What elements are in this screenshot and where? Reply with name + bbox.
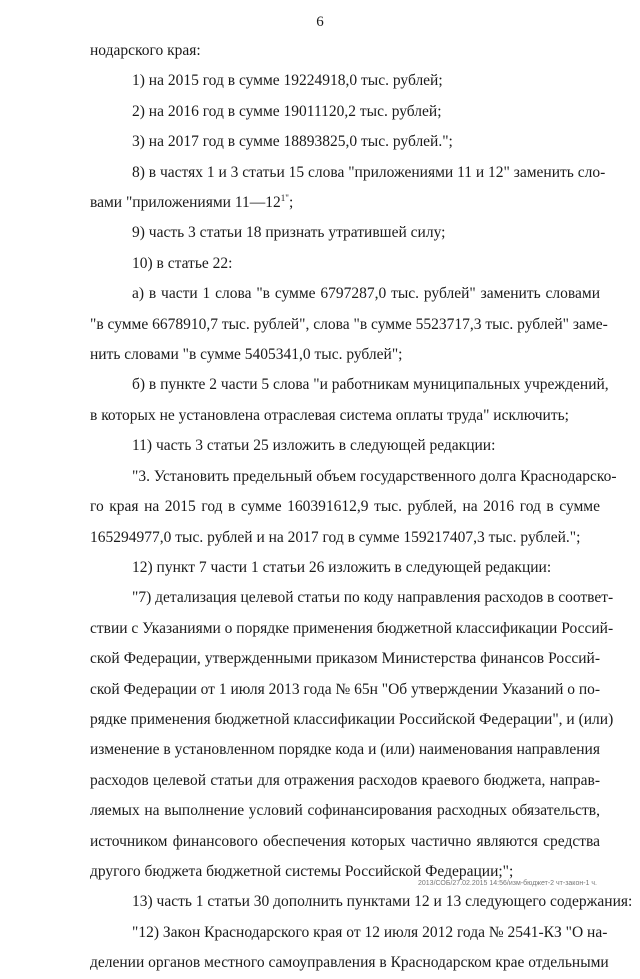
text-line: [90, 188, 600, 218]
text-line: [90, 431, 600, 461]
text-line-content: нить словами "в сумме 5405341,0 тыс. рублей";: [90, 346, 403, 364]
text-line: [90, 644, 600, 674]
document-body: [90, 36, 633, 979]
text-line-content: нодарского края:: [90, 42, 201, 59]
text-line-content: ской Федерации от 1 июля 2013 года № 65н "Об утверждении Указаний о по-: [90, 680, 601, 698]
text-line-content: вами "приложениями 11—12: [90, 194, 281, 212]
text-line: [90, 492, 600, 522]
text-line: [90, 523, 600, 553]
text-line: [90, 583, 614, 613]
text-line-content: источником финансового обеспечения которых частично являются средства: [90, 832, 600, 850]
text-line: [90, 340, 600, 370]
text-line: [90, 705, 614, 735]
text-line: [90, 675, 600, 705]
text-line-content: 8) в частях 1 и 3 статьи 15 слова "приложениями 11 и 12" заменить сло-: [132, 163, 606, 181]
text-line-content: ствии с Указаниями о порядке применения бюджетной классификации Россий-: [90, 619, 614, 637]
text-line-content: другого бюджета бюджетной системы Российской Федерации;";: [90, 862, 514, 880]
text-line: [90, 279, 600, 309]
text-line: [90, 614, 614, 644]
text-line-content: делении органов местного самоуправления в Краснодарском крае отдельными: [90, 954, 609, 972]
text-line: [90, 310, 608, 340]
text-line-content: 9) часть 3 статьи 18 признать утратившей силу;: [132, 224, 446, 242]
text-line: [90, 766, 600, 796]
text-line: [90, 462, 617, 492]
text-line: [90, 918, 608, 948]
text-line: [90, 735, 600, 765]
text-line-content: 13) часть 1 статьи 30 дополнить пунктами 12 и 13 следующего содержания:: [132, 893, 633, 911]
text-line-content: а) в части 1 слова "в сумме 6797287,0 тыс. рублей" заменить словами: [132, 285, 600, 303]
text-line: [90, 827, 600, 857]
text-line-content: изменение в установленном порядке кода и (или) наименования направления: [90, 741, 600, 759]
text-line: [90, 218, 600, 248]
text-line-content: 11) часть 3 статьи 25 изложить в следующей редакции:: [132, 437, 496, 455]
text-line-content: 2) на 2016 год в сумме 19011120,2 тыс. рублей;: [132, 102, 442, 120]
text-line: [90, 36, 600, 66]
page-number: 6: [316, 14, 324, 30]
text-line-content: ской Федерации, утвержденными приказом Министерства финансов Россий-: [90, 650, 600, 668]
text-line: [90, 401, 600, 431]
text-line-content: 1) на 2015 год в сумме 19224918,0 тыс. рублей;: [132, 72, 443, 90]
text-line-content: "12) Закон Краснодарского края от 12 июля 2012 года № 2541-КЗ "О на-: [132, 923, 608, 941]
text-line-tail: ;: [288, 194, 294, 212]
text-line-content: расходов целевой статьи для отражения расходов краевого бюджета, направ-: [90, 771, 600, 789]
text-line-content: 10) в статье 22:: [132, 254, 233, 272]
text-line-content: 12) пункт 7 части 1 статьи 26 изложить в следующей редакции:: [132, 558, 552, 576]
text-line-content: в которых не установлена отраслевая система оплаты труда" исключить;: [90, 406, 569, 424]
text-line: [90, 97, 600, 127]
text-line: [90, 249, 600, 279]
text-line: [90, 796, 600, 826]
text-line: [90, 553, 600, 583]
text-line-content: рядке применения бюджетной классификации Российской Федерации", и (или): [90, 710, 614, 728]
text-line-content: "3. Установить предельный объем государственного долга Краснодарско-: [132, 467, 617, 485]
superscript: 1": [280, 192, 289, 203]
text-line: [90, 127, 600, 157]
text-line-content: ляемых на выполнение условий софинансирования расходных обязательств,: [90, 802, 600, 820]
text-line-content: "7) детализация целевой статьи по коду направления расходов в соответ-: [132, 589, 614, 607]
text-line-content: 165294977,0 тыс. рублей и на 2017 год в сумме 159217407,3 тыс. рублей.";: [90, 528, 581, 546]
text-line-content: "в сумме 6678910,7 тыс. рублей", слова "в сумме 5523717,3 тыс. рублей" заме-: [90, 315, 608, 333]
text-line-content: го края на 2015 год в сумме 160391612,9 тыс. рублей, на 2016 год в сумме: [90, 498, 600, 516]
text-line-content: 3) на 2017 год в сумме 18893825,0 тыс. рублей.";: [132, 133, 453, 151]
footer-stamp: 2013/СОБ/27.02.2015 14:56/изм-бюджет-2 чт-закон-1 ч.: [418, 880, 597, 887]
text-line: [90, 948, 609, 978]
text-line: [90, 158, 606, 188]
text-line: [90, 66, 600, 96]
text-line-content: б) в пункте 2 части 5 слова "и работникам муниципальных учреждений,: [132, 376, 609, 394]
text-line: [90, 887, 633, 917]
text-line: [90, 370, 609, 400]
